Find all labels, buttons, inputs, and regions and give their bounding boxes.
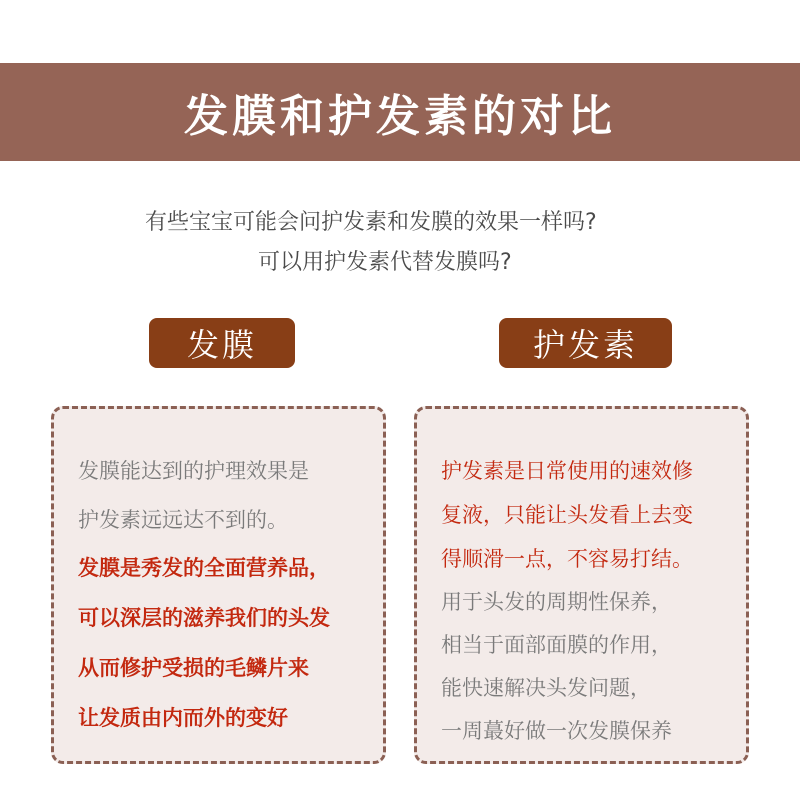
conditioner-highlight-line: 得顺滑一点，不容易打结。	[441, 547, 693, 571]
conditioner-highlight-line: 复液，只能让头发看上去变	[441, 503, 693, 527]
hair-mask-label: 发膜	[149, 318, 295, 368]
intro-question-1: 有些宝宝可能会问护发素和发膜的效果一样吗?	[145, 210, 597, 235]
conditioner-text-line: 一周蕞好做一次发膜保养	[441, 719, 672, 743]
conditioner-card	[414, 406, 749, 764]
title-banner	[0, 63, 800, 161]
conditioner-text-line: 能快速解决头发问题，	[441, 676, 651, 700]
intro-question-2: 可以用护发素代替发膜吗?	[258, 250, 512, 275]
hair-mask-text-line: 发膜能达到的护理效果是	[78, 459, 309, 483]
hair-mask-highlight-line: 从而修护受损的毛鳞片来	[78, 656, 309, 680]
page-title: 发膜和护发素的对比	[184, 91, 616, 142]
conditioner-highlight-line: 护发素是日常使用的速效修	[441, 459, 693, 483]
conditioner-text-line: 用于头发的周期性保养，	[441, 590, 672, 614]
conditioner-text-line: 相当于面部面膜的作用，	[441, 633, 672, 657]
hair-mask-card	[51, 406, 386, 764]
hair-mask-text-line: 护发素远远达不到的。	[78, 508, 288, 532]
hair-mask-highlight-line: 可以深层的滋养我们的头发	[78, 606, 330, 630]
conditioner-label: 护发素	[499, 318, 672, 368]
hair-mask-highlight-line: 发膜是秀发的全面营养品，	[78, 556, 330, 580]
hair-mask-highlight-line: 让发质由内而外的变好	[78, 706, 288, 730]
